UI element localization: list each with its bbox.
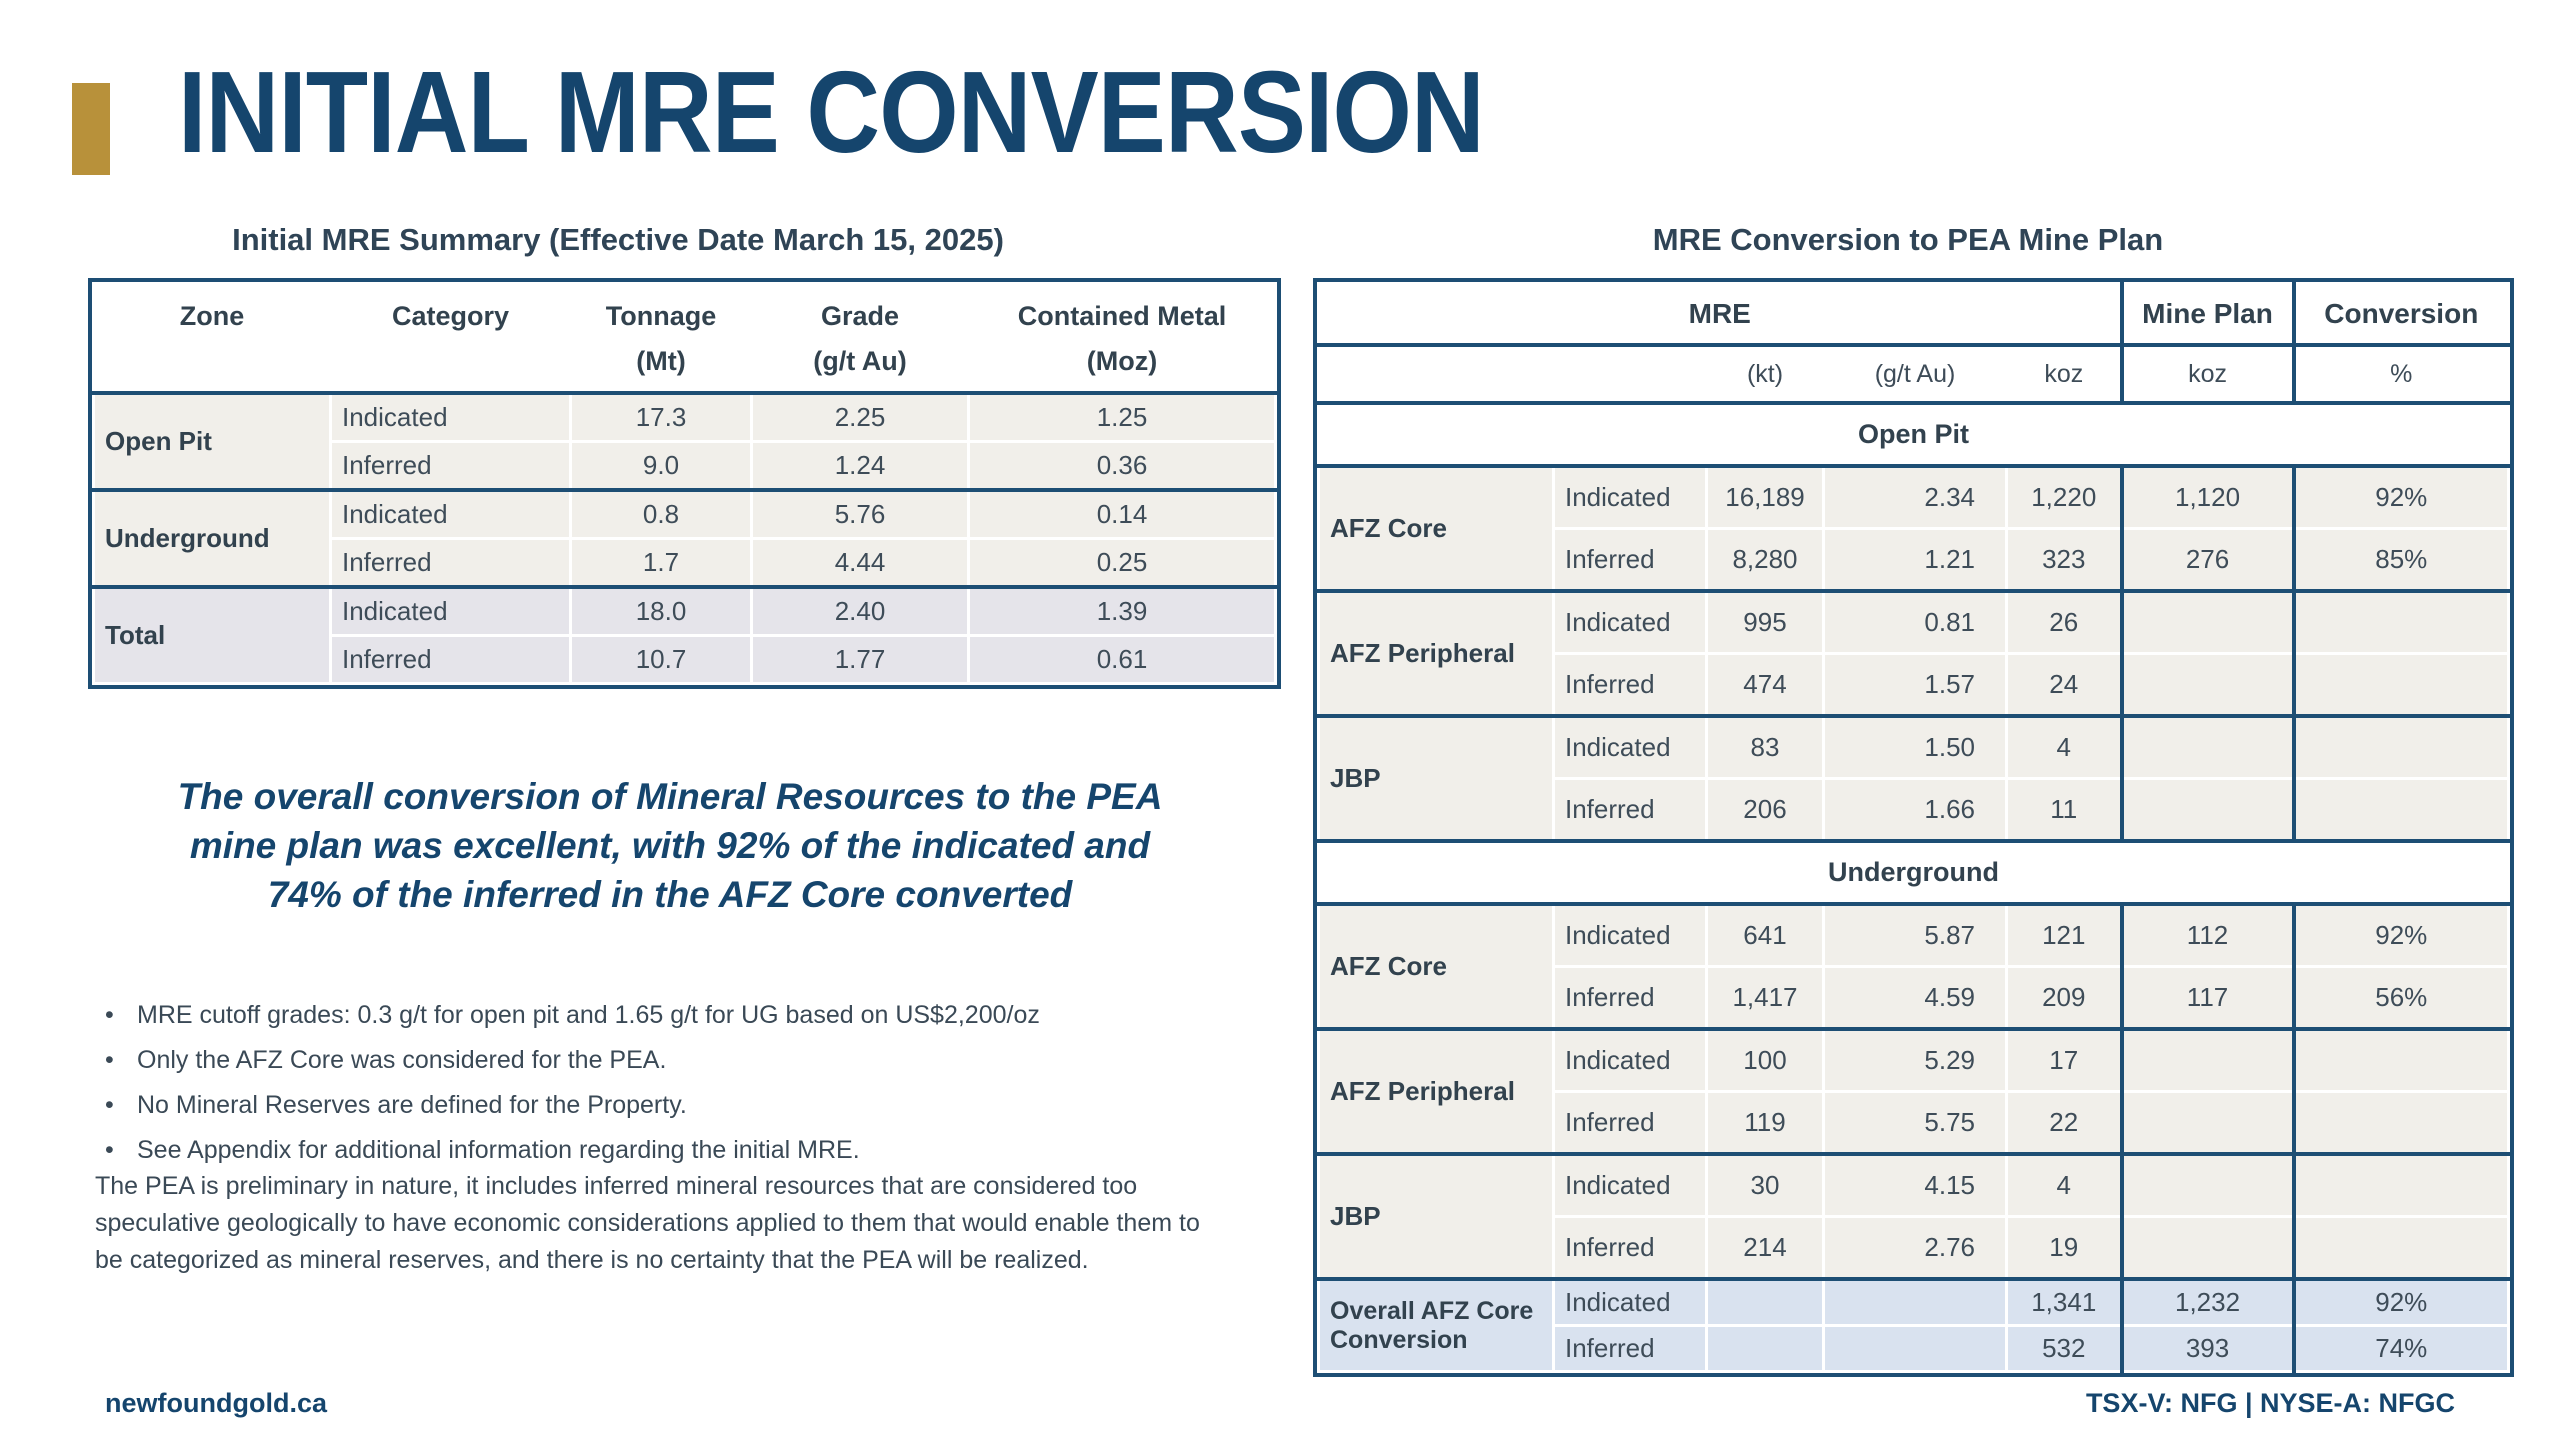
grade-cell: 1.21 xyxy=(1824,529,2007,592)
mre-conversion-table xyxy=(1313,278,2514,1377)
table-row xyxy=(1319,1029,2509,1092)
koz-cell: 121 xyxy=(2007,904,2122,967)
category-cell: Inferred xyxy=(1554,654,1707,717)
category-cell: Indicated xyxy=(1554,716,1707,779)
zone-jbp: JBP xyxy=(1319,1154,1554,1279)
conversion-cell xyxy=(2294,716,2509,779)
key-statement-line: mine plan was excellent, with 92% of the indicated and xyxy=(189,825,1151,866)
category-cell: Indicated xyxy=(331,587,571,636)
conversion-cell xyxy=(2294,1217,2509,1280)
grade-cell: 4.59 xyxy=(1824,967,2007,1030)
metal-cell: 0.61 xyxy=(969,636,1276,684)
section-label: Underground xyxy=(1319,841,2509,904)
tonnage-cell: 0.8 xyxy=(571,490,752,539)
category-cell: Indicated xyxy=(1554,904,1707,967)
koz-cell: 323 xyxy=(2007,529,2122,592)
list-item: • No Mineral Reserves are defined for the Property. xyxy=(95,1090,1255,1120)
table-row xyxy=(1319,1154,2509,1217)
list-item: • See Appendix for additional information regarding the initial MRE. xyxy=(95,1135,1255,1165)
unit-kt: (kt) xyxy=(1707,345,1824,403)
kt-cell: 8,280 xyxy=(1707,529,1824,592)
conversion-cell xyxy=(2294,1092,2509,1155)
grade-cell: 1.66 xyxy=(1824,779,2007,842)
table-row xyxy=(94,490,1276,539)
kt-cell xyxy=(1707,1279,1824,1326)
col-header-zone xyxy=(94,284,331,394)
grade-cell xyxy=(1824,1279,2007,1326)
grade-cell xyxy=(1824,1326,2007,1372)
conversion-units-row xyxy=(1319,345,2509,403)
left-table-title: Initial MRE Summary (Effective Date March 15, 2025) xyxy=(232,222,1004,257)
pea-disclaimer: The PEA is preliminary in nature, it includes inferred mineral resources that are considered too speculative geologically to have economic considerations applied to them that would enable them to be categorized as mineral reserves, and there is no certainty that the PEA will be realized. xyxy=(95,1172,1200,1274)
section-row-open-pit xyxy=(1319,403,2509,466)
zone-afz-core: AFZ Core xyxy=(1319,904,1554,1029)
col-header-metal-label: Contained Metal xyxy=(1017,301,1227,331)
koz-cell: 532 xyxy=(2007,1326,2122,1372)
col-header-grade-label: Grade xyxy=(820,301,900,331)
conversion-cell: 92% xyxy=(2294,904,2509,967)
category-cell: Indicated xyxy=(1554,1154,1707,1217)
tonnage-cell: 17.3 xyxy=(571,393,752,442)
col-header-zone-label: Zone xyxy=(179,301,245,331)
unit-plan-koz: koz xyxy=(2122,345,2294,403)
kt-cell: 206 xyxy=(1707,779,1824,842)
tonnage-cell: 1.7 xyxy=(571,539,752,588)
koz-cell: 26 xyxy=(2007,591,2122,654)
grade-cell: 2.40 xyxy=(752,587,969,636)
tonnage-cell: 18.0 xyxy=(571,587,752,636)
table-row xyxy=(1319,716,2509,779)
mine-plan-cell xyxy=(2122,591,2294,654)
kt-cell: 119 xyxy=(1707,1092,1824,1155)
unit-cell-empty xyxy=(1319,345,1554,403)
category-cell: Indicated xyxy=(331,393,571,442)
zone-underground: Underground xyxy=(94,490,331,587)
col-header-metal-unit: (Moz) xyxy=(1086,346,1158,376)
koz-cell: 19 xyxy=(2007,1217,2122,1280)
kt-cell: 30 xyxy=(1707,1154,1824,1217)
mine-plan-cell: 117 xyxy=(2122,967,2294,1030)
category-cell: Inferred xyxy=(331,636,571,684)
grade-cell: 1.57 xyxy=(1824,654,2007,717)
col-header-conversion: Conversion xyxy=(2294,284,2509,346)
unit-grade: (g/t Au) xyxy=(1824,345,2007,403)
zone-open-pit: Open Pit xyxy=(94,393,331,490)
mine-plan-cell xyxy=(2122,1154,2294,1217)
category-cell: Inferred xyxy=(331,442,571,491)
grade-cell: 4.44 xyxy=(752,539,969,588)
kt-cell: 641 xyxy=(1707,904,1824,967)
footer-stock-tickers: TSX-V: NFG | NYSE-A: NFGC xyxy=(2085,1388,2455,1418)
notes-bullet-list xyxy=(95,1000,1255,1180)
col-header-category-label: Category xyxy=(391,301,510,331)
mine-plan-cell: 112 xyxy=(2122,904,2294,967)
table-row xyxy=(94,393,1276,442)
conversion-cell xyxy=(2294,1154,2509,1217)
tonnage-cell: 9.0 xyxy=(571,442,752,491)
zone-afz-peripheral: AFZ Peripheral xyxy=(1319,1029,1554,1154)
unit-cell-empty xyxy=(1554,345,1707,403)
col-header-category xyxy=(331,284,571,394)
key-statement xyxy=(100,772,1240,919)
mre-summary-table xyxy=(88,278,1281,689)
koz-cell: 1,220 xyxy=(2007,466,2122,529)
grade-cell: 2.34 xyxy=(1824,466,2007,529)
category-cell: Indicated xyxy=(1554,1029,1707,1092)
category-cell: Indicated xyxy=(1554,466,1707,529)
zone-afz-peripheral: AFZ Peripheral xyxy=(1319,591,1554,716)
mine-plan-cell xyxy=(2122,779,2294,842)
key-statement-line: 74% of the inferred in the AFZ Core converted xyxy=(267,874,1073,915)
conversion-cell xyxy=(2294,654,2509,717)
category-cell: Inferred xyxy=(331,539,571,588)
grade-cell: 5.87 xyxy=(1824,904,2007,967)
col-header-tonnage xyxy=(571,284,752,394)
koz-cell: 209 xyxy=(2007,967,2122,1030)
grade-cell: 4.15 xyxy=(1824,1154,2007,1217)
conversion-cell xyxy=(2294,779,2509,842)
col-header-mine-plan: Mine Plan xyxy=(2122,284,2294,346)
footer-website: newfoundgold.ca xyxy=(105,1388,327,1418)
section-label: Open Pit xyxy=(1319,403,2509,466)
metal-cell: 1.39 xyxy=(969,587,1276,636)
grade-cell: 1.24 xyxy=(752,442,969,491)
conversion-cell: 85% xyxy=(2294,529,2509,592)
unit-pct: % xyxy=(2294,345,2509,403)
mine-plan-cell xyxy=(2122,716,2294,779)
metal-cell: 0.14 xyxy=(969,490,1276,539)
right-table-title: MRE Conversion to PEA Mine Plan xyxy=(1652,222,2164,257)
grade-cell: 2.25 xyxy=(752,393,969,442)
category-cell: Indicated xyxy=(1554,591,1707,654)
koz-cell: 22 xyxy=(2007,1092,2122,1155)
mre-summary-header-row xyxy=(94,284,1276,394)
list-item: • Only the AFZ Core was considered for the PEA. xyxy=(95,1045,1255,1075)
key-statement-line: The overall conversion of Mineral Resources to the PEA xyxy=(177,776,1163,817)
category-cell: Inferred xyxy=(1554,1092,1707,1155)
kt-cell: 100 xyxy=(1707,1029,1824,1092)
conversion-cell: 74% xyxy=(2294,1326,2509,1372)
grade-cell: 5.75 xyxy=(1824,1092,2007,1155)
category-cell: Inferred xyxy=(1554,779,1707,842)
col-header-grade xyxy=(752,284,969,394)
table-row xyxy=(1319,466,2509,529)
list-item: • MRE cutoff grades: 0.3 g/t for open pit and 1.65 g/t for UG based on US$2,200/oz xyxy=(95,1000,1255,1030)
page-title: INITIAL MRE CONVERSION xyxy=(178,47,1484,177)
grade-cell: 1.50 xyxy=(1824,716,2007,779)
kt-cell xyxy=(1707,1326,1824,1372)
mine-plan-cell xyxy=(2122,654,2294,717)
zone-jbp: JBP xyxy=(1319,716,1554,841)
tonnage-cell: 10.7 xyxy=(571,636,752,684)
kt-cell: 16,189 xyxy=(1707,466,1824,529)
koz-cell: 4 xyxy=(2007,1154,2122,1217)
zone-total: Total xyxy=(94,587,331,684)
unit-koz: koz xyxy=(2007,345,2122,403)
kt-cell: 214 xyxy=(1707,1217,1824,1280)
table-row xyxy=(1319,591,2509,654)
mine-plan-cell: 1,232 xyxy=(2122,1279,2294,1326)
metal-cell: 0.36 xyxy=(969,442,1276,491)
kt-cell: 995 xyxy=(1707,591,1824,654)
col-header-metal xyxy=(969,284,1276,394)
col-header-mre: MRE xyxy=(1319,284,2122,346)
grade-cell: 5.29 xyxy=(1824,1029,2007,1092)
col-header-tonnage-label: Tonnage xyxy=(605,301,717,331)
table-row-overall xyxy=(1319,1279,2509,1326)
category-cell: Indicated xyxy=(331,490,571,539)
mine-plan-cell xyxy=(2122,1029,2294,1092)
mine-plan-cell: 276 xyxy=(2122,529,2294,592)
mine-plan-cell: 1,120 xyxy=(2122,466,2294,529)
grade-cell: 1.77 xyxy=(752,636,969,684)
koz-cell: 24 xyxy=(2007,654,2122,717)
conversion-cell xyxy=(2294,591,2509,654)
section-row-underground xyxy=(1319,841,2509,904)
table-row xyxy=(1319,904,2509,967)
conversion-cell: 56% xyxy=(2294,967,2509,1030)
koz-cell: 4 xyxy=(2007,716,2122,779)
conversion-cell: 92% xyxy=(2294,466,2509,529)
table-row xyxy=(94,587,1276,636)
koz-cell: 17 xyxy=(2007,1029,2122,1092)
col-header-grade-unit: (g/t Au) xyxy=(813,346,907,376)
kt-cell: 474 xyxy=(1707,654,1824,717)
col-header-tonnage-unit: (Mt) xyxy=(636,346,686,376)
kt-cell: 1,417 xyxy=(1707,967,1824,1030)
zone-afz-core: AFZ Core xyxy=(1319,466,1554,591)
mine-plan-cell xyxy=(2122,1217,2294,1280)
category-cell: Inferred xyxy=(1554,1217,1707,1280)
conversion-cell xyxy=(2294,1029,2509,1092)
koz-cell: 1,341 xyxy=(2007,1279,2122,1326)
grade-cell: 2.76 xyxy=(1824,1217,2007,1280)
metal-cell: 0.25 xyxy=(969,539,1276,588)
mine-plan-cell xyxy=(2122,1092,2294,1155)
category-cell: Inferred xyxy=(1554,529,1707,592)
category-cell: Inferred xyxy=(1554,1326,1707,1372)
conversion-cell: 92% xyxy=(2294,1279,2509,1326)
category-cell: Indicated xyxy=(1554,1279,1707,1326)
title-accent-bar xyxy=(72,83,110,175)
grade-cell: 0.81 xyxy=(1824,591,2007,654)
mine-plan-cell: 393 xyxy=(2122,1326,2294,1372)
koz-cell: 11 xyxy=(2007,779,2122,842)
grade-cell: 5.76 xyxy=(752,490,969,539)
kt-cell: 83 xyxy=(1707,716,1824,779)
metal-cell: 1.25 xyxy=(969,393,1276,442)
category-cell: Inferred xyxy=(1554,967,1707,1030)
zone-overall-afz-core-conversion: Overall AFZ Core Conversion xyxy=(1319,1279,1554,1372)
conversion-header-row xyxy=(1319,284,2509,346)
